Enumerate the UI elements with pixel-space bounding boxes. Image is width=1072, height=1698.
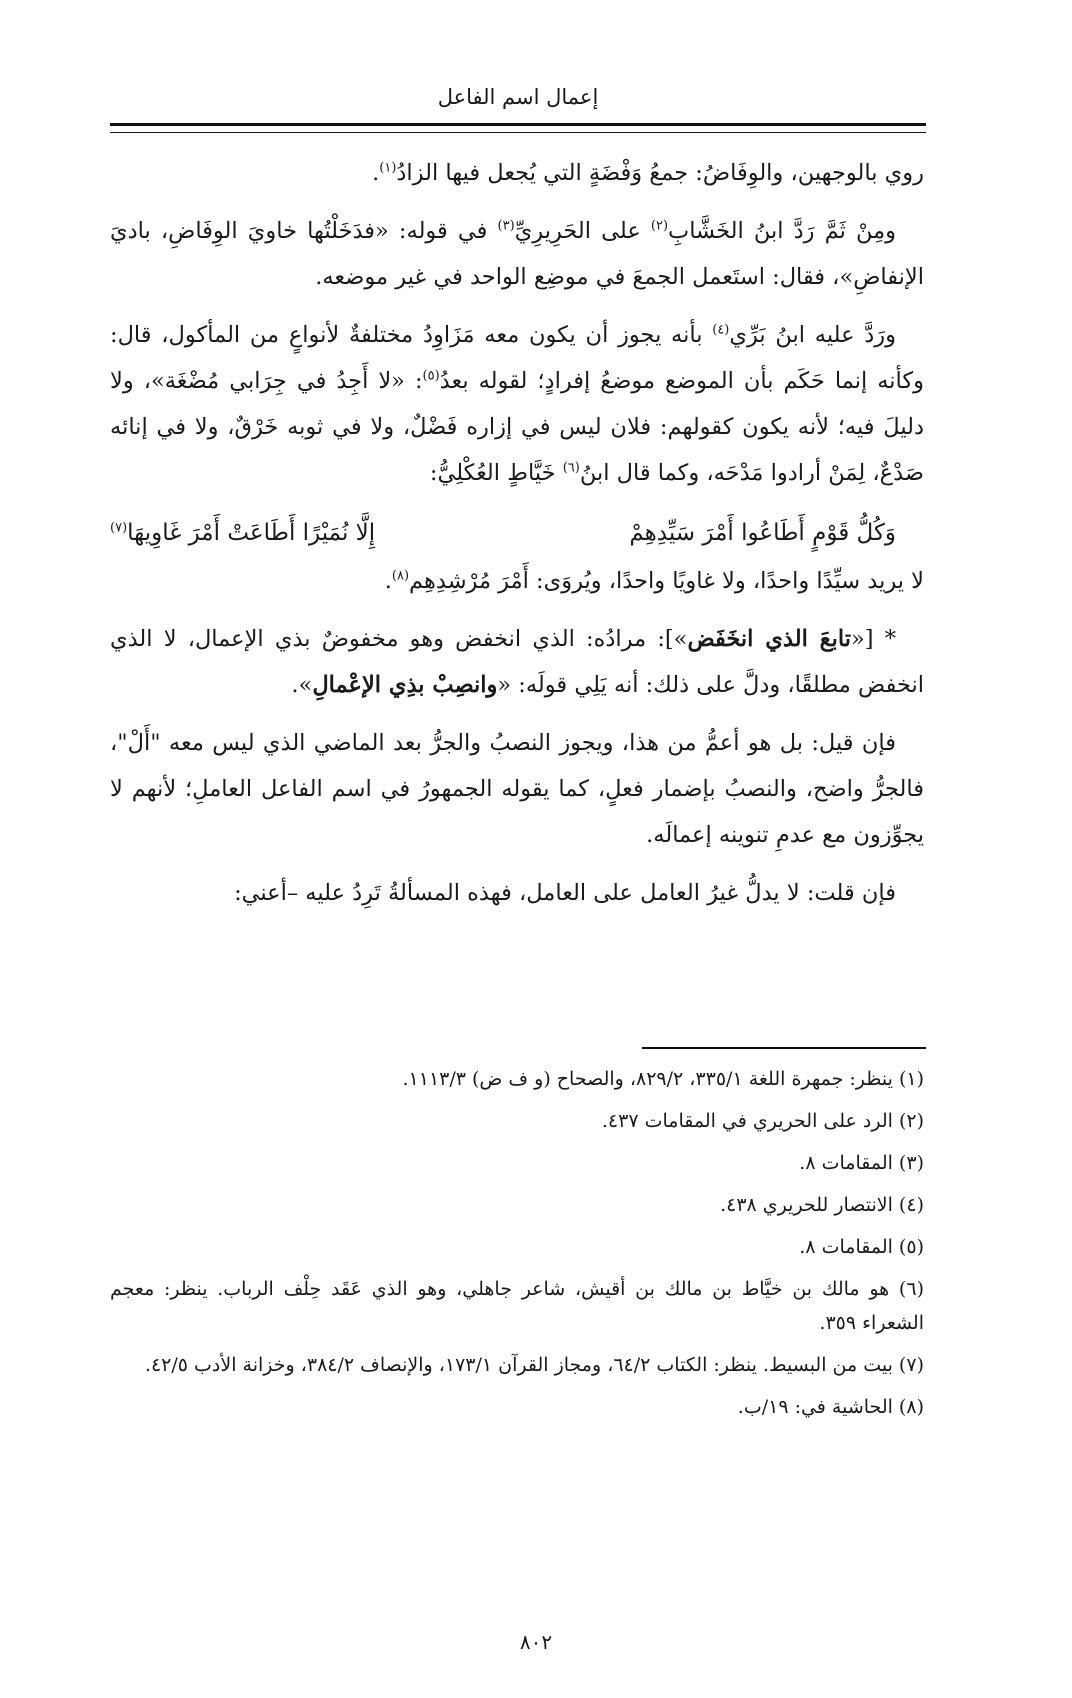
footnote-ref-7[interactable]: (٧)	[110, 520, 128, 536]
text-run: إِلَّا نُمَيْرًا أَطَاعَتْ أَمْرَ غَاوِيهَا	[127, 520, 376, 546]
text-run: .	[384, 568, 392, 594]
text-run: على الحَرِيرِيِّ	[514, 218, 651, 244]
paragraph-6: فإن قيل: بل هو أعمُّ من هذا، ويجوز النصبُ والجرُّ بعد الماضي الذي ليس معه "أَلْ"، فالجرُّ واضح، والنصبُ بإضمار فعلٍ، كما يقوله الجمهورُ في اسم الفاعل العاملِ؛ لأنهم لا يجوِّزون مع عدمِ تنوينه إعمالَه.	[110, 730, 924, 848]
footnote-separator	[642, 1047, 926, 1049]
footnote-ref-5[interactable]: (٥)	[422, 368, 440, 384]
text-run: خَيَّاطٍ العُكْلِيُّ:	[429, 460, 563, 486]
poetry-verse	[110, 508, 924, 558]
footnote-8: (٨) الحاشية في: ١٩/ب.	[737, 1396, 924, 1418]
footnote-1: (١) ينظر: جمهرة اللغة ٣٣٥/١، ٨٢٩/٢، والصحاح (و ف ض) ١١١٣/٣.	[402, 1068, 924, 1090]
verse-second-hemistich	[110, 508, 375, 558]
text-run: ومِنْ ثَمَّ رَدَّ ابنُ الخَشَّابِ	[668, 218, 896, 244]
text-run: : «لا أَجِدُ في جِرَابي مُضْغَة»، ولا دليلَ فيه؛ لأنه يكون كقولهم: فلان ليس في إزاره فَضْلٌ، ولا في ثوبه خَرْقٌ، ولا في إنائه صَدْعٌ، لِمَنْ أرادوا مَدْحَه، وكما قال ابنُ	[110, 368, 924, 486]
text-run: لا يريد سيِّدًا واحدًا، ولا غاويًا واحدًا، ويُروَى: أَمْرَ مُرْشِدِهِم	[409, 568, 924, 594]
text-run: .	[372, 160, 380, 186]
header-rule-thick	[110, 123, 926, 126]
page-number: ٨٠٢	[519, 1630, 553, 1654]
text-run: * [«	[851, 626, 896, 652]
footnote-3: (٣) المقامات ٨.	[799, 1152, 924, 1174]
footnote-5: (٥) المقامات ٨.	[799, 1236, 924, 1258]
text-run: في قوله: «فدَخَلْتُها خاويَ الوِفَاضِ، باديَ الإنفاضِ»، فقال: استَعمل الجمعَ في موضِع الواحد في غير موضعه.	[110, 218, 924, 290]
footnotes-section	[110, 1062, 924, 1432]
quoted-term-bold: وانصِبْ بذِي الإعْمالِ	[312, 672, 498, 698]
text-run: ورَدَّ عليه ابنُ بَرِّي	[729, 322, 896, 348]
paragraph-3	[110, 312, 924, 496]
paragraph-4	[110, 558, 924, 604]
footnote-2: (٢) الرد على الحريري في المقامات ٤٣٧.	[601, 1110, 924, 1132]
quoted-term-bold: تابعَ الذي انخَفَض	[687, 626, 852, 652]
footnote-ref-1[interactable]: (١)	[379, 160, 397, 176]
footnote-ref-8[interactable]: (٨)	[391, 568, 410, 584]
main-text	[110, 150, 924, 928]
paragraph-1	[110, 150, 924, 196]
text-run: روي بالوجهين، والوِفَاضُ: جمعُ وَفْضَةٍ التي يُجعل فيها الزادُ	[396, 160, 924, 186]
footnote-ref-3[interactable]: (٣)	[497, 218, 515, 234]
footnote-ref-2[interactable]: (٢)	[650, 218, 669, 234]
text-run: ».	[291, 672, 313, 698]
running-title: إعمال اسم الفاعل	[437, 85, 599, 109]
paragraph-7: فإن قلت: لا يدلُّ غيرُ العامل على العامل، فهذه المسألةُ تَرِدُ عليه –أعني:	[234, 880, 896, 906]
paragraph-2	[110, 208, 924, 300]
footnote-7: (٧) بيت من البسيط. ينظر: الكتاب ٦٤/٢، ومجاز القرآن ١٧٣/١، والإنصاف ٣٨٤/٢، وخزانة الأدب ٤٢/٥.	[144, 1354, 924, 1376]
text-run: بأنه يجوز أن يكون معه مَزَاوِدُ مختلفةٌ لأنواعٍ من المأكول، قال: وكأنه إنما حَكَم بأن الموضع موضعُ إفرادٍ؛ لقوله بعدُ	[110, 322, 924, 394]
text-run: »]: مرادُه: الذي انخفض وهو مخفوضٌ بذي الإعمال، لا الذي انخفض مطلقًا، ودلَّ على ذلك: أنه يَلِي قولَه: «	[110, 626, 924, 698]
paragraph-5	[110, 616, 924, 708]
footnote-ref-4[interactable]: (٤)	[712, 322, 730, 338]
footnote-4: (٤) الانتصار للحريري ٤٣٨.	[720, 1194, 924, 1216]
footnote-6: (٦) هو مالك بن خيَّاط بن مالك بن أقيش، شاعر جاهلي، وهو الذي عَقَد حِلْف الرباب. ينظر: معجم الشعراء ٣٥٩.	[110, 1278, 924, 1334]
verse-first-hemistich: وَكُلُّ قَوْمٍ أَطَاعُوا أَمْرَ سَيِّدِهِمْ	[629, 520, 896, 546]
header-rule-thin	[110, 132, 926, 133]
footnote-ref-6[interactable]: (٦)	[562, 460, 580, 476]
